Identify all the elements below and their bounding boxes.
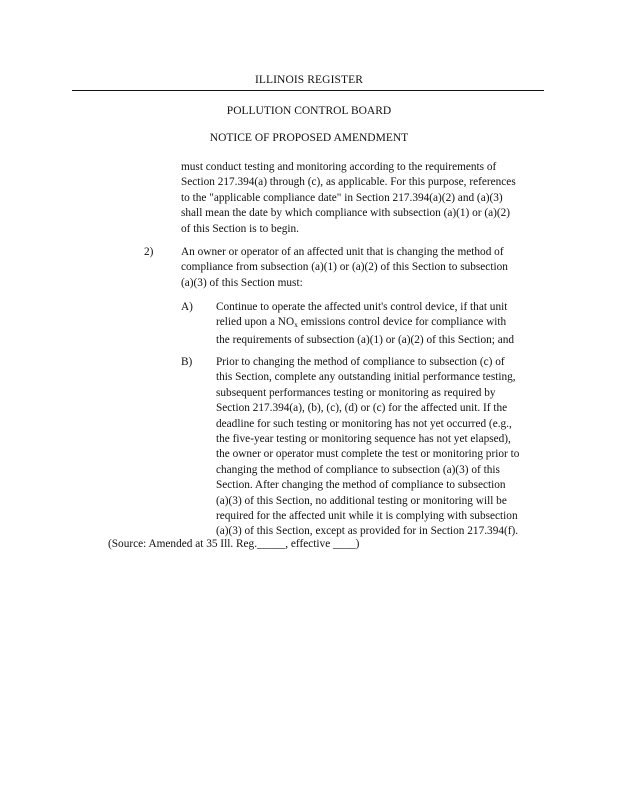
text-line: this Section, complete any outstanding initial performance testing,	[216, 371, 516, 384]
text-line: (a)(3) of this Section, no additional testing or monitoring will be	[216, 494, 507, 507]
notice-title: NOTICE OF PROPOSED AMENDMENT	[209, 132, 409, 144]
register-title: ILLINOIS REGISTER	[254, 74, 364, 86]
text-line: subsequent performances testing or monitoring as required by	[216, 386, 496, 399]
item-a-label: A)	[181, 301, 193, 313]
text-line: Continue to operate the affected unit's control device, if that unit	[216, 301, 508, 313]
text-line	[216, 315, 551, 332]
text-line: Section. After changing the method of compliance to subsection	[216, 479, 506, 492]
text-line: (a)(3) of this Section, except as provided for in Section 217.394(f).	[216, 525, 519, 538]
text-line: deadline for such testing or monitoring has not yet occurred (e.g.,	[216, 417, 512, 430]
header-divider	[72, 90, 544, 91]
source-note: (Source: Amended at 35 Ill. Reg._____, effective ____)	[108, 538, 360, 550]
text-line: the five-year testing or monitoring sequence has not yet elapsed),	[216, 433, 511, 446]
text-line: shall mean the date by which compliance with subsection (a)(1) or (a)(2)	[181, 207, 511, 220]
paragraph-continuation	[181, 160, 551, 237]
text-line: the owner or operator must complete the test or monitoring prior to	[216, 448, 520, 461]
text-segment: relied upon a NO	[216, 316, 295, 329]
item-b-label: B)	[181, 356, 193, 368]
subscript: x	[294, 320, 298, 330]
text-line: Prior to changing the method of compliance to subsection (c) of	[216, 356, 505, 368]
text-line: to the "applicable compliance date" in Section 217.394(a)(2) and (a)(3)	[181, 191, 503, 204]
text-line: of this Section is to begin.	[181, 222, 299, 235]
text-line: Section 217.394(a), (b), (c), (d) or (c) for the affected unit. If the	[216, 402, 508, 415]
text-line: the requirements of subsection (a)(1) or (a)(2) of this Section; and	[216, 333, 515, 346]
item-2-number: 2)	[144, 246, 154, 258]
text-line: required for the affected unit while it is complying with subsection	[216, 510, 518, 523]
text-line: changing the method of compliance to subsection (a)(3) of this	[216, 463, 500, 476]
board-name: POLLUTION CONTROL BOARD	[226, 105, 392, 117]
text-line: (a)(3) of this Section must:	[181, 276, 303, 289]
text-segment: emissions control device for compliance with	[297, 316, 507, 329]
item-a-text	[216, 300, 551, 348]
item-b-text	[216, 355, 551, 540]
text-line: must conduct testing and monitoring according to the requirements of	[181, 161, 497, 173]
text-line: compliance from subsection (a)(1) or (a)(2) of this Section to subsection	[181, 261, 508, 274]
text-line: Section 217.394(a) through (c), as applicable. For this purpose, references	[181, 176, 516, 189]
item-2-text	[181, 245, 551, 291]
text-line: An owner or operator of an affected unit that is changing the method of	[181, 246, 504, 258]
